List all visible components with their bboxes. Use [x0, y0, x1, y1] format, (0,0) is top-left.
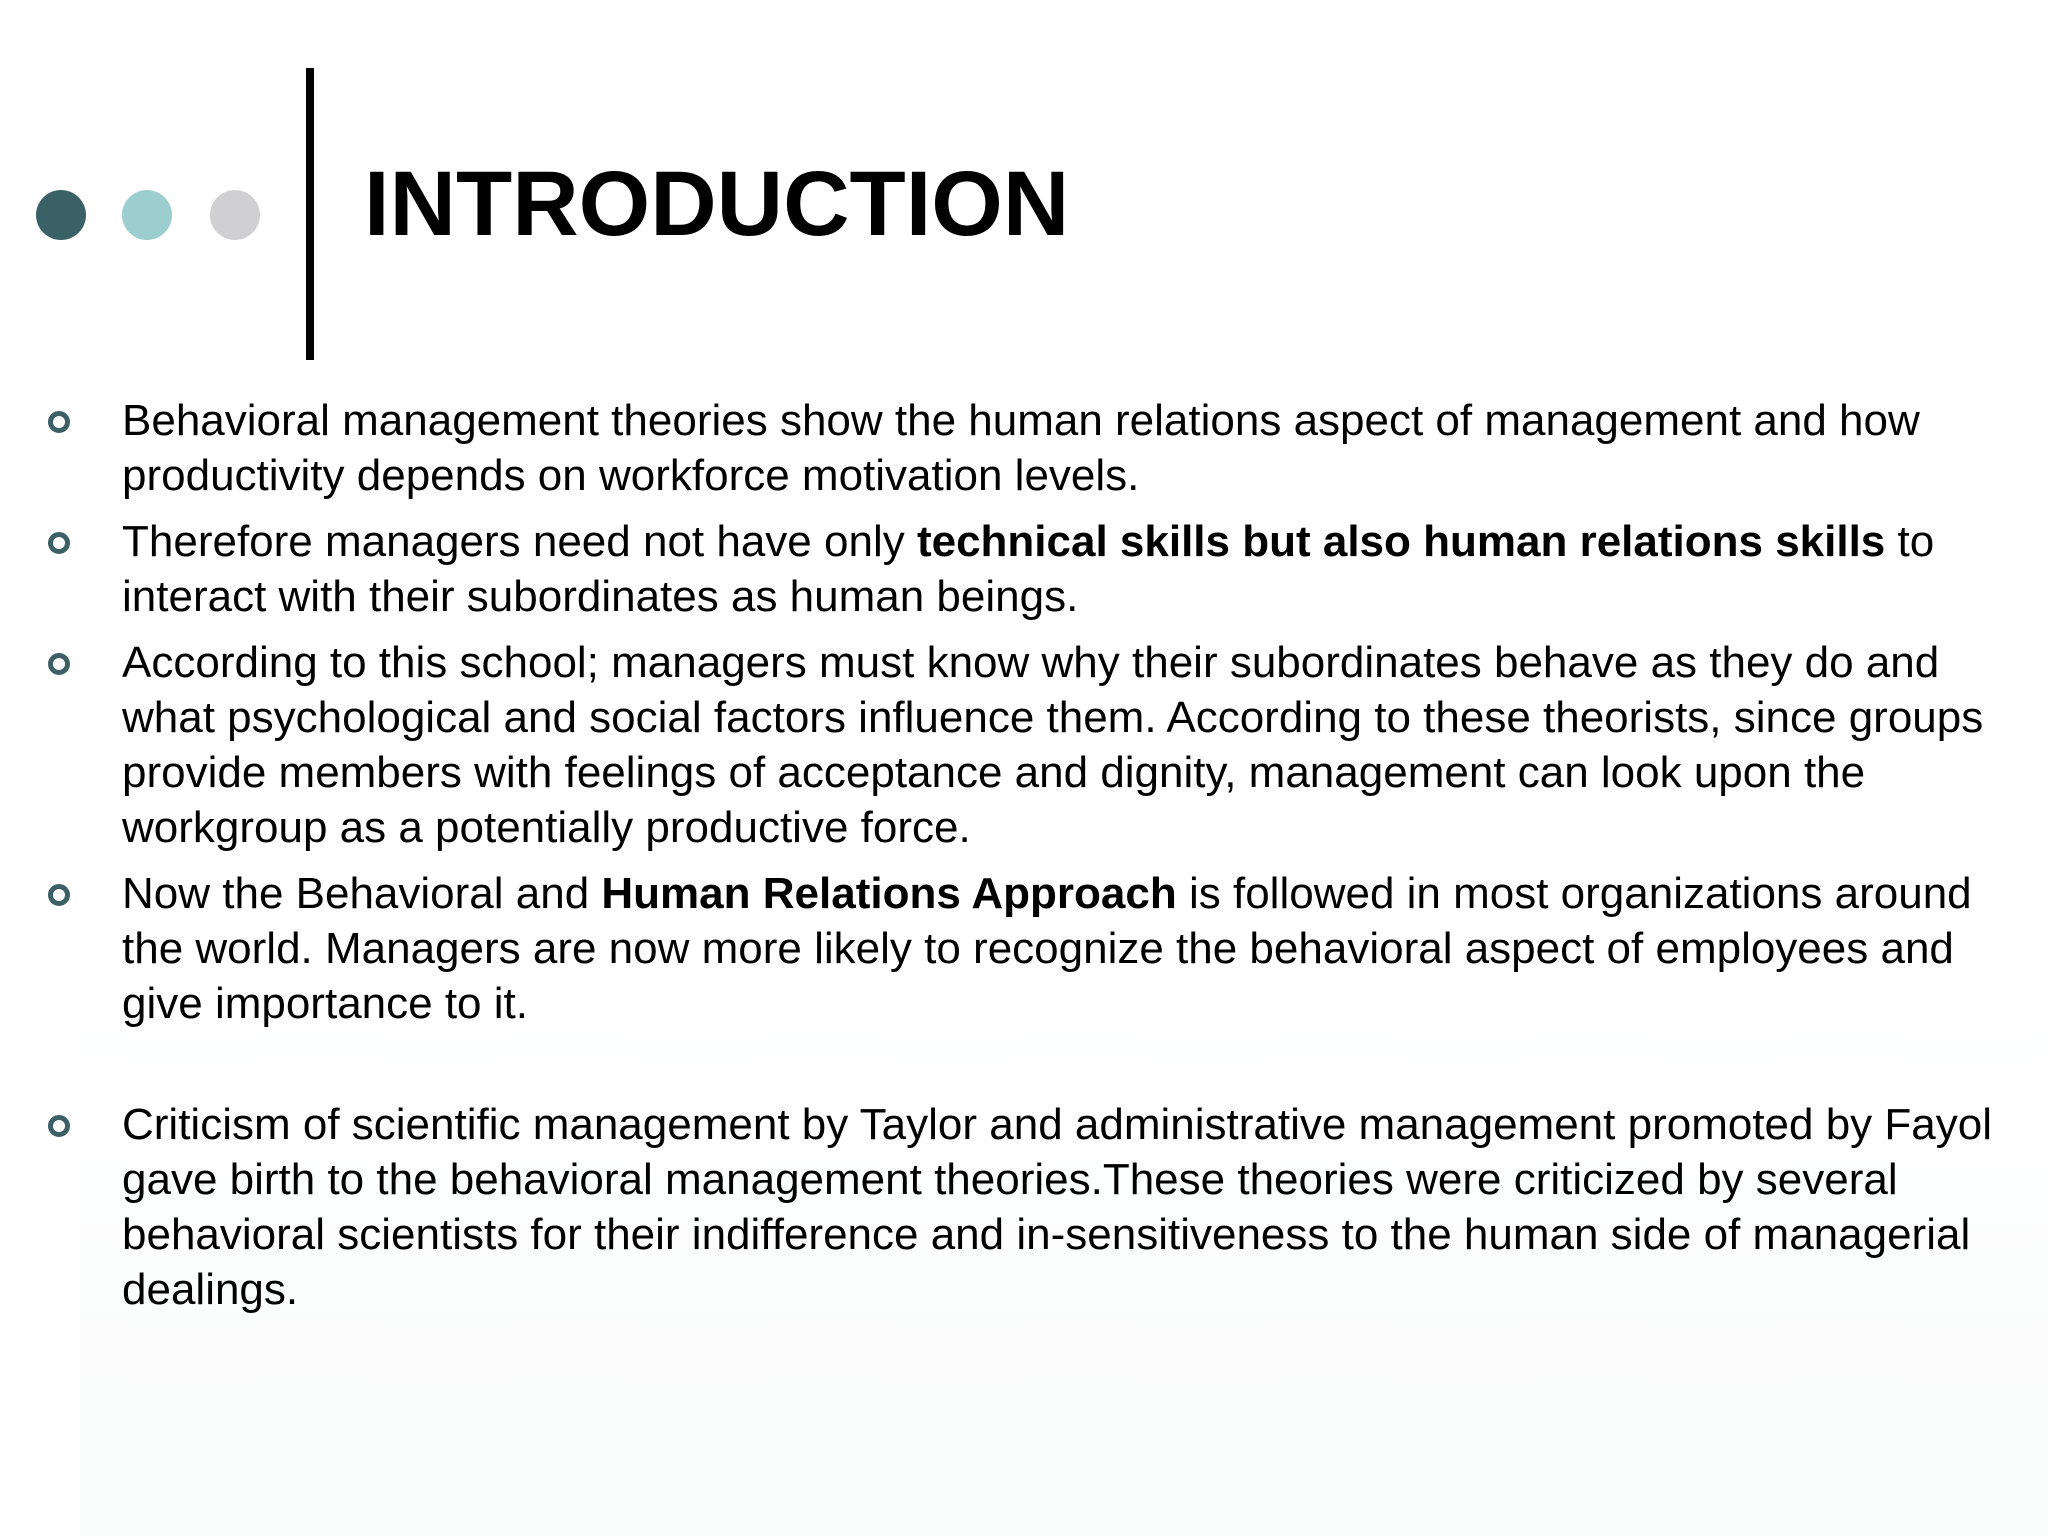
gray-circle-icon — [210, 190, 260, 240]
bullet-item — [0, 635, 2048, 855]
light-teal-circle-icon — [122, 190, 172, 240]
bullet-text-part: to interact with their subordinates as human beings. — [122, 517, 1935, 621]
bullet-text-part: Behavioral management theories show the human relations aspect of management and how productivity depends on workforce motivation levels. — [122, 396, 1920, 500]
slide-title: INTRODUCTION — [364, 153, 1070, 255]
bullet-text-part: Therefore managers need not have only — [122, 517, 917, 566]
dark-teal-circle-icon — [36, 190, 86, 240]
bullet-item — [0, 393, 2048, 503]
bullet-text-part: Now the Behavioral and — [122, 869, 602, 918]
bullet-item — [0, 866, 2048, 1031]
bullet-icon — [48, 532, 70, 554]
bullet-icon — [48, 884, 70, 906]
bullet-item — [0, 514, 2048, 624]
bullet-icon — [48, 653, 70, 675]
bullet-text-bold: Human Relations Approach — [601, 869, 1177, 918]
bullet-item — [0, 1097, 2048, 1317]
bullet-text-part: According to this school; managers must know why their subordinates behave as they do and what psychological and social factors influence them. According to these theorists, since groups provide members with feelings of acceptance and dignity, management can look upon the workgroup as a potentially productive force. — [122, 638, 1984, 852]
bullet-text-part: is followed in most organizations around the world. Managers are now more likely to recognize the behavioral aspect of employees and give importance to it. — [122, 869, 1972, 1028]
bullet-icon — [48, 1115, 70, 1137]
bullet-text-bold: technical skills but also human relations skills — [916, 517, 1886, 566]
bullet-icon — [48, 411, 70, 433]
bullet-text-part: Criticism of scientific management by Taylor and administrative management promoted by Fayol gave birth to the behavioral management theories.These theories were criticized by several behavioral scientists for their indifference and in-sensitiveness to the human side of managerial dealings. — [122, 1100, 1992, 1314]
title-divider — [306, 68, 314, 360]
bullet-list — [0, 393, 2048, 1328]
